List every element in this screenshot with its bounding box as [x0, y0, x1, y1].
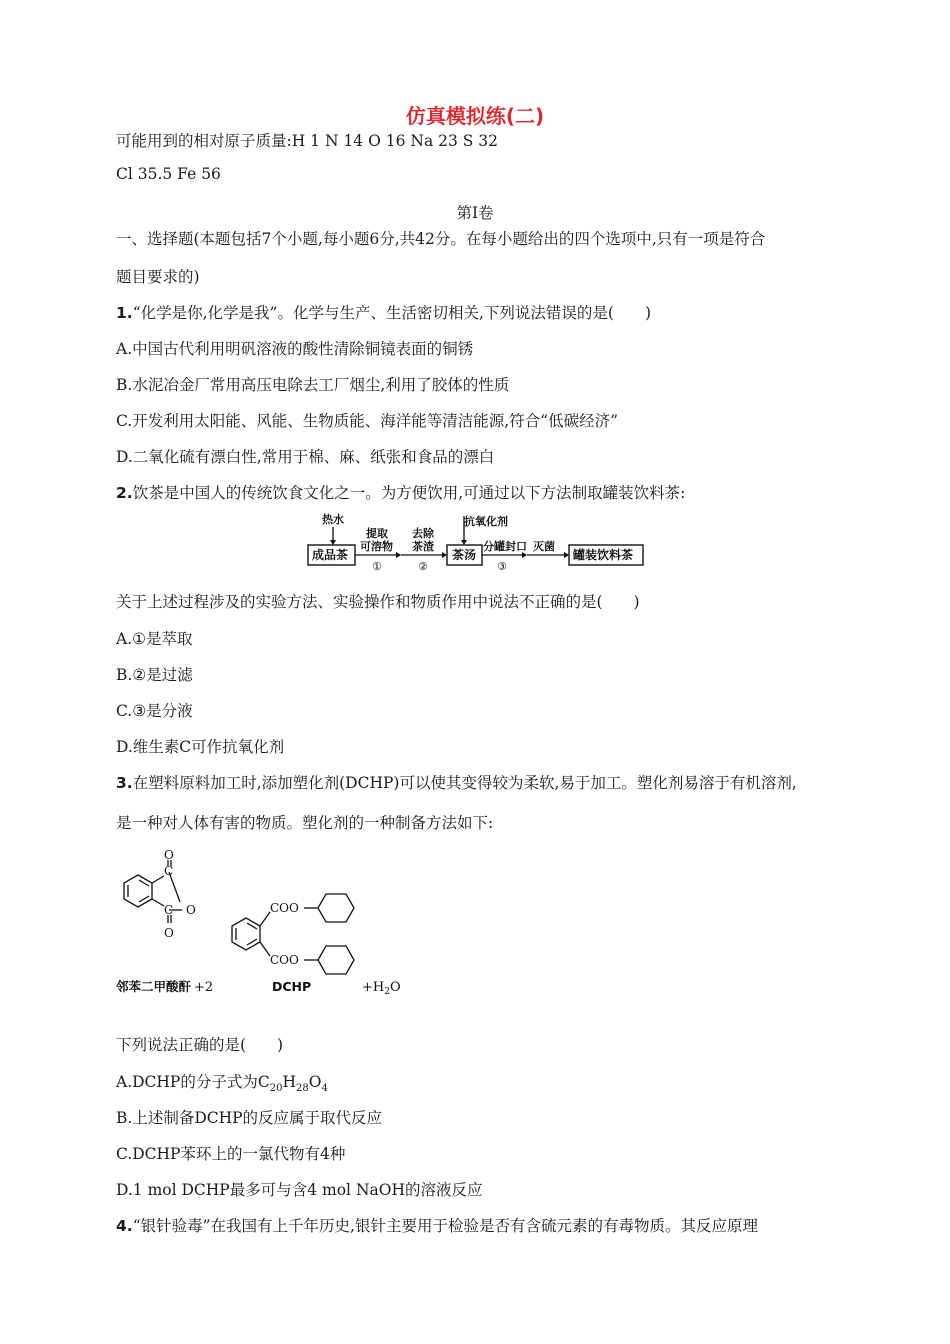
question-3-stem-line-2: 是一种对人体有害的物质。塑化剂的一种制备方法如下: [116, 814, 494, 832]
antioxidant-label: 抗氧化剂 [464, 515, 508, 528]
flow-box-2-label: 茶汤 [452, 548, 477, 562]
question-2-stem: 2.饮茶是中国人的传统饮食文化之一。为方便饮用,可通过以下方法制取罐装饮料茶: [116, 484, 686, 502]
q3-option-d: D.1 mol DCHP最多可与含4 mol NaOH的溶液反应 [116, 1181, 483, 1199]
hot-water-label: 热水 [322, 513, 344, 526]
label-dchp: DCHP [272, 979, 312, 994]
question-2-question: 关于上述过程涉及的实验方法、实验操作和物质作用中说法不正确的是( ) [116, 593, 640, 611]
label-phthalic-anhydride: 邻苯二甲酸酐 [116, 979, 192, 994]
q2-option-d: D.维生素C可作抗氧化剂 [116, 738, 285, 756]
step-3-top: 分罐封口 [483, 540, 527, 553]
atom-c-top: C [164, 864, 174, 878]
atom-o-ring: O [186, 903, 196, 917]
q1-option-a: A.中国古代利用明矾溶液的酸性清除铜镜表面的铜锈 [116, 340, 474, 358]
step-3-number: ③ [497, 560, 507, 573]
question-number: 4. [116, 1217, 133, 1235]
dchp-reaction-structures [112, 842, 412, 1002]
step-1-number: ① [372, 560, 382, 573]
step-4-top: 灭菌 [533, 540, 555, 553]
q3-option-c: C.DCHP苯环上的一氯代物有4种 [116, 1145, 346, 1163]
atom-c-bottom: C [164, 903, 174, 917]
atom-o-top: O [164, 848, 174, 862]
atomic-masses-line-2: Cl 35.5 Fe 56 [116, 165, 221, 183]
flow-box-1-label: 成品茶 [312, 548, 349, 562]
tea-process-flowchart [300, 510, 670, 576]
step-2-bottom: 茶渣 [412, 540, 434, 553]
dchp-ester-bottom: COO [270, 953, 299, 967]
atomic-masses-line-1: 可能用到的相对原子质量:H 1 N 14 O 16 Na 23 S 32 [116, 132, 499, 150]
q1-option-d: D.二氧化硫有漂白性,常用于棉、麻、纸张和食品的漂白 [116, 448, 495, 466]
q2-option-b: B.②是过滤 [116, 666, 193, 684]
dchp-ester-top: COO [270, 901, 299, 915]
label-plus-water: $+H_2O$ [362, 980, 401, 997]
step-2-number: ② [418, 560, 428, 573]
flow-box-3-label: 罐装饮料茶 [573, 548, 634, 562]
step-2-top: 去除 [412, 527, 434, 540]
q2-option-a: A.①是萃取 [116, 630, 193, 648]
label-plus-2: +2 [194, 980, 214, 995]
step-1-bottom: 可溶物 [360, 540, 393, 553]
question-1-stem: 1.“化学是你,化学是我”。化学与生产、生活密切相关,下列说法错误的是( ) [116, 304, 651, 322]
q3-option-b: B.上述制备DCHP的反应属于取代反应 [116, 1109, 383, 1127]
phthalic-anhydride-structure [124, 860, 182, 923]
question-3-stem-line-1: 3.在塑料原料加工时,添加塑化剂(DCHP)可以使其变得较为柔软,易于加工。塑化剂易溶于有机溶剂, [116, 774, 797, 792]
step-1-top: 提取 [366, 527, 388, 540]
section-intro-line-2: 题目要求的) [116, 268, 200, 286]
question-number: 3. [116, 774, 133, 792]
question-4-stem: 4.“银针验毒”在我国有上千年历史,银针主要用于检验是否有含硫元素的有毒物质。其反应原理 [116, 1217, 758, 1235]
q1-option-b: B.水泥冶金厂常用高压电除去工厂烟尘,利用了胶体的性质 [116, 376, 510, 394]
question-number: 1. [116, 304, 133, 322]
question-3-question: 下列说法正确的是( ) [116, 1036, 284, 1054]
q3-option-a: A.DCHP的分子式为$C_{20}H_{28}O_4$ [116, 1073, 328, 1095]
q2-option-c: C.③是分液 [116, 702, 193, 720]
q1-option-c: C.开发利用太阳能、风能、生物质能、海洋能等清洁能源,符合“低碳经济” [116, 412, 619, 430]
question-number: 2. [116, 484, 133, 502]
atom-o-bottom: O [164, 926, 174, 940]
page-title: 仿真模拟练(二) [405, 104, 545, 128]
section-intro-line-1: 一、选择题(本题包括7个小题,每小题6分,共42分。在每小题给出的四个选项中,只有一项是符合 [116, 230, 766, 248]
volume-label: 第Ⅰ卷 [456, 204, 494, 222]
